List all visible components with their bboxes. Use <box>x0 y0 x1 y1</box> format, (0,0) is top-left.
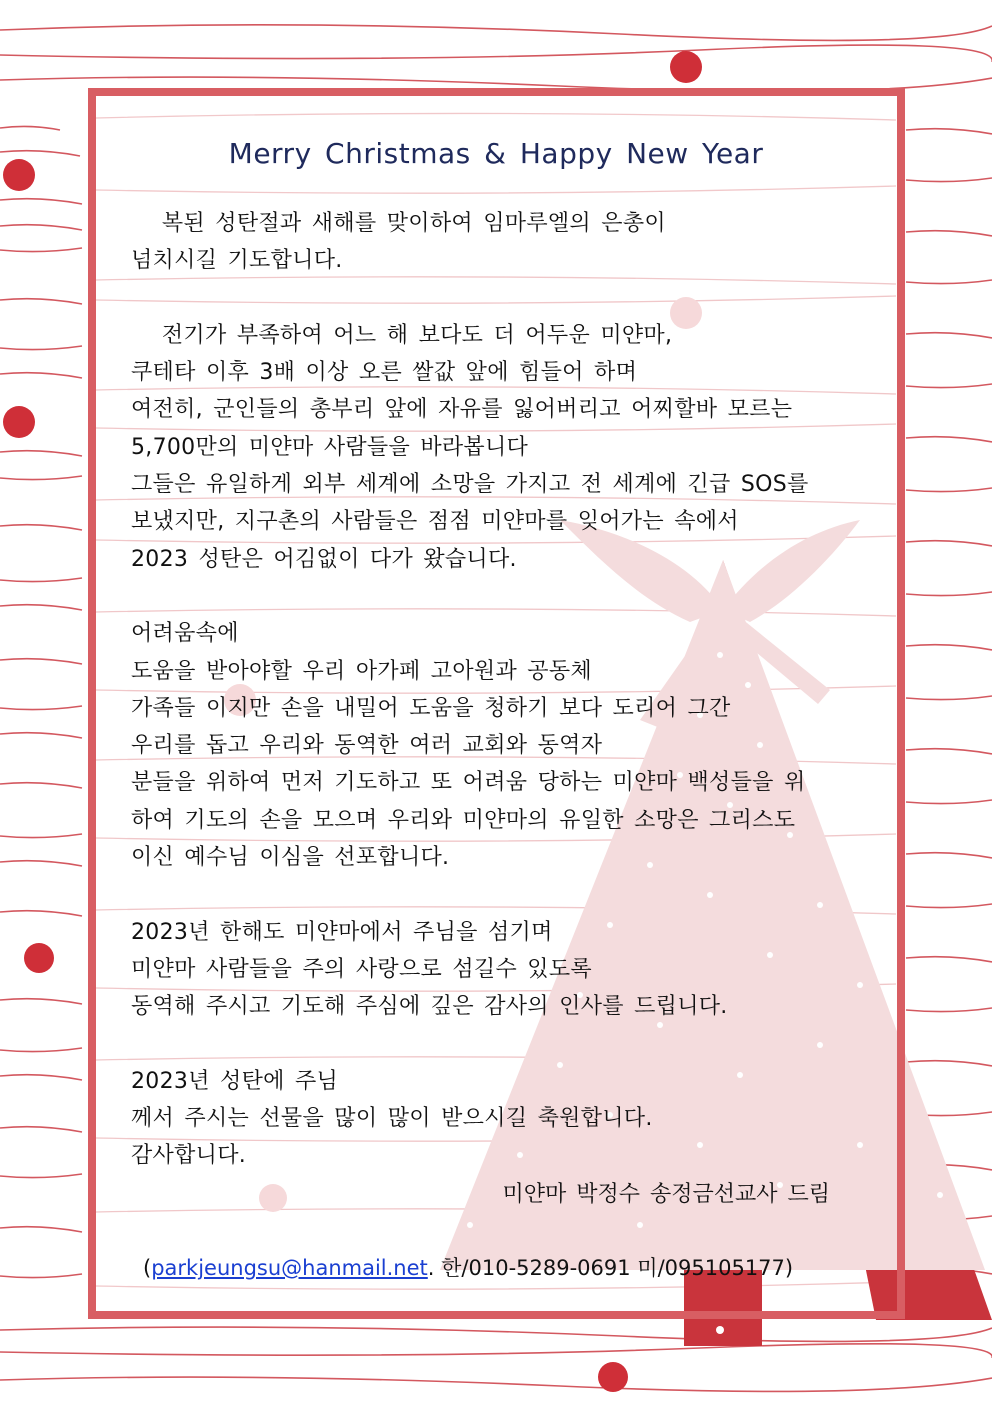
body-line: 동역해 주시고 기도해 주심에 깊은 감사의 인사를 드립니다. <box>131 994 728 1020</box>
body-line: 우리를 돕고 우리와 동역한 여러 교회와 동역자 <box>131 733 603 759</box>
body-line: 가족들 이지만 손을 내밀어 도움을 청하기 보다 도리어 그간 <box>131 695 731 721</box>
body-line: 분들을 위하여 먼저 기도하고 또 어려움 당하는 미얀마 백성들을 위 <box>131 770 806 796</box>
body-line: 5,700만의 미얀마 사람들을 바라봅니다 <box>131 434 529 460</box>
body-line: 2023 성탄은 어김없이 다가 왔습니다. <box>131 546 517 572</box>
body-line: 이신 예수님 이심을 선포합니다. <box>131 845 450 871</box>
body-line: 그들은 유일하게 외부 세계에 소망을 가지고 전 세계에 긴급 SOS를 <box>131 472 809 498</box>
letter-body <box>131 205 871 1175</box>
body-line: 2023년 성탄에 주님 <box>131 1068 339 1094</box>
body-line: 2023년 한해도 미얀마에서 주님을 섬기며 <box>131 919 553 945</box>
body-line: 어려움속에 <box>131 621 239 647</box>
email-link[interactable]: parkjeungsu@hanmail.net <box>151 1256 428 1280</box>
body-line: 께서 주시는 선물을 많이 많이 받으시길 축원합니다. <box>131 1106 653 1132</box>
body-line: 보냈지만, 지구촌의 사람들은 점점 미얀마를 잊어가는 속에서 <box>131 509 739 535</box>
signature: 미얀마 박정수 송정금선교사 드림 <box>502 1182 830 1207</box>
body-line: 도움을 받아야할 우리 아가페 고아원과 공동체 <box>131 658 592 684</box>
body-line: 복된 성탄절과 새해를 맞이하여 임마루엘의 은총이 <box>131 211 666 236</box>
body-line: 감사합니다. <box>131 1143 247 1169</box>
body-line: 하여 기도의 손을 모으며 우리와 미얀마의 유일한 소망은 그리스도 <box>131 807 796 833</box>
contact-phones: . 한/010-5289-0691 미/095105177) <box>427 1256 794 1280</box>
body-line: 넘치시길 기도합니다. <box>131 248 343 274</box>
body-line: 쿠테타 이후 3배 이상 오른 쌀값 앞에 힘들어 하며 <box>131 360 638 386</box>
contact-open-paren: ( <box>143 1256 152 1280</box>
body-line: 여전히, 군인들의 총부리 앞에 자유를 잃어버리고 어찌할바 모르는 <box>131 397 793 423</box>
greeting-title: Merry Christmas & Happy New Year <box>228 137 764 170</box>
contact-line <box>143 1252 793 1284</box>
body-line: 미얀마 사람들을 주의 사랑으로 섬길수 있도록 <box>131 956 592 982</box>
body-line: 전기가 부족하여 어느 해 보다도 더 어두운 미얀마, <box>131 322 673 348</box>
